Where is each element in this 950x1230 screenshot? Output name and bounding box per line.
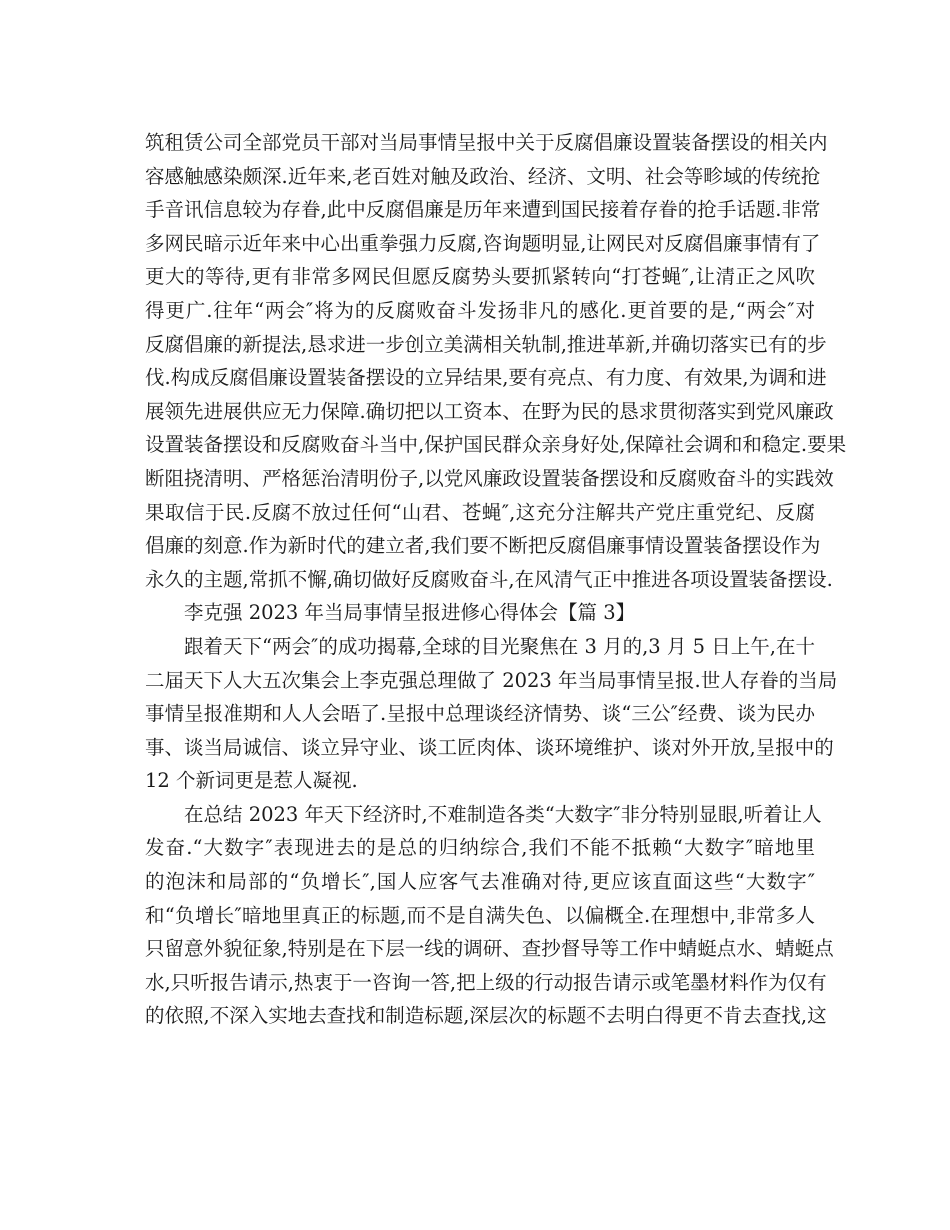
text-line: 手音讯信息较为存眷,此中反腐倡廉是历年来遭到国民接着存眷的抢手话题.非常 xyxy=(145,198,821,222)
text-line: 的泡沫和局部的“负增长″,国人应客气去准确对待,更应该直面这些“大数字″ xyxy=(145,870,815,894)
text-line: 李克强 2023 年当局事情呈报进修心得体会【篇 3】 xyxy=(184,601,636,625)
text-line: 和“负增长″暗地里真正的标题,而不是自满失色、以偏概全.在理想中,非常多人 xyxy=(145,903,815,927)
text-line: 12 个新词更是惹人凝视. xyxy=(145,769,358,793)
text-line: 在总结 2023 年天下经济时,不难制造各类“大数字″非分特别显眼,听着让人 xyxy=(184,802,822,826)
text-line: 事、谈当局诚信、谈立异守业、谈工匠肉体、谈环境维护、谈对外开放,呈报中的 xyxy=(145,735,834,759)
text-line: 展领先进展供应无力保障.确切把以工资本、在野为民的恳求贯彻落实到党风廉政 xyxy=(145,399,834,423)
text-line: 更大的等待,更有非常多网民但愿反腐势头要抓紧转向“打苍蝇″,让清正之风吹 xyxy=(145,265,815,289)
text-line: 事情呈报准期和人人会晤了.呈报中总理谈经济情势、谈“三公″经费、谈为民办 xyxy=(145,702,815,726)
text-line: 伐.构成反腐倡廉设置装备摆设的立异结果,要有亮点、有力度、有效果,为调和进 xyxy=(145,366,827,390)
text-line: 多网民暗示近年来中心出重拳强力反腐,咨询题明显,让网民对反腐倡廉事情有了 xyxy=(145,231,821,255)
text-line: 设置装备摆设和反腐败奋斗当中,保护国民群众亲身好处,保障社会调和和稳定.要果 xyxy=(145,433,847,457)
document-body xyxy=(145,126,847,1033)
text-line: 发奋.“大数字″表现进去的是总的归纳综合,我们不能不抵赖“大数字″暗地里 xyxy=(145,836,815,860)
text-line: 二届天下人大五次集会上李克强总理做了 2023 年当局事情呈报.世人存眷的当局 xyxy=(145,668,838,692)
text-line: 得更广.往年“两会″将为的反腐败奋斗发扬非凡的感化.更首要的是,“两会″对 xyxy=(145,298,815,322)
text-line: 果取信于民.反腐不放过任何“山君、苍蝇″,这充分注解共产党庄重党纪、反腐 xyxy=(145,500,815,524)
text-line: 断阻挠清明、严格惩治清明份子,以党风廉政设置装备摆设和反腐败奋斗的实践效 xyxy=(145,466,834,490)
text-line: 水,只听报告请示,热衷于一咨询一答,把上级的行动报告请示或笔墨材料作为仅有 xyxy=(145,970,827,994)
text-line: 的依照,不深入实地去查找和制造标题,深层次的标题不去明白得更不肯去查找,这 xyxy=(145,1004,827,1028)
text-line: 倡廉的刻意.作为新时代的建立者,我们要不断把反腐倡廉事情设置装备摆设作为 xyxy=(145,534,821,558)
text-line: 跟着天下“两会″的成功揭幕,全球的目光聚焦在 3 月的,3 月 5 日上午,在十 xyxy=(184,634,815,658)
text-line: 永久的主题,常抓不懈,确切做好反腐败奋斗,在风清气正中推进各项设置装备摆设. xyxy=(145,567,833,591)
text-line: 反腐倡廉的新提法,恳求进一步创立美满相关轨制,推进革新,并确切落实已有的步 xyxy=(145,332,827,356)
text-line: 只留意外貌征象,特别是在下层一线的调研、查抄督导等工作中蜻蜓点水、蜻蜓点 xyxy=(145,937,834,961)
text-line: 筑租赁公司全部党员干部对当局事情呈报中关于反腐倡廉设置装备摆设的相关内 xyxy=(145,131,828,154)
text-line: 容感触感染颇深.近年来,老百姓对触及政治、经济、文明、社会等畛域的传统抢 xyxy=(145,164,821,188)
